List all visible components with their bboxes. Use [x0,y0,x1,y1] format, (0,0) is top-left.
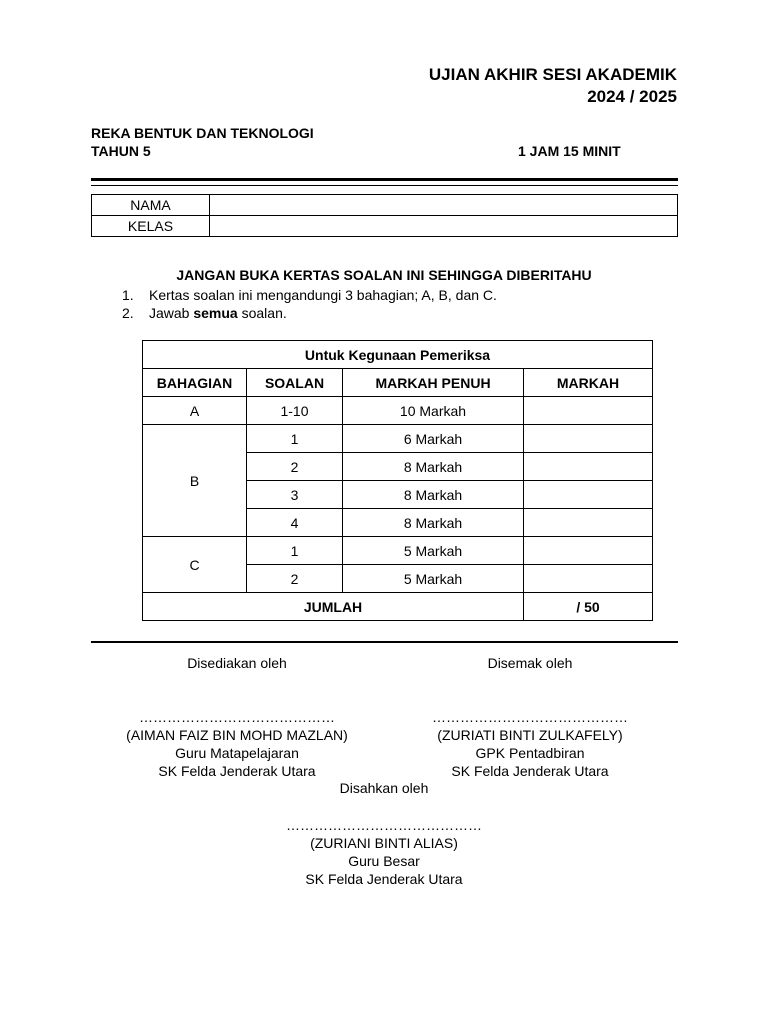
approver-role: Guru Besar [348,853,420,869]
marks-cell[interactable] [524,565,653,593]
marks-cell[interactable] [524,397,653,425]
header-marks: MARKAH [524,369,653,397]
preparer-role: Guru Matapelajaran [175,745,299,761]
approver-name: (ZURIANI BINTI ALIAS) [310,835,458,851]
checker-name: (ZURIATI BINTI ZULKAFELY) [437,727,623,743]
instruction-text [149,304,287,322]
checker-school: SK Felda Jenderak Utara [451,763,609,779]
instruction-item [122,286,497,304]
total-value: / 50 [524,593,653,621]
preparer-name: (AIMAN FAIZ BIN MOHD MAZLAN) [126,727,348,743]
signature-line: …………………………………… [432,709,628,725]
table-row [143,397,653,425]
name-row [92,195,678,216]
class-label: KELAS [92,216,210,237]
question-cell: 3 [247,481,343,509]
marks-cell[interactable] [524,537,653,565]
table-row [143,537,653,565]
name-field[interactable] [210,195,678,216]
section-cell: B [143,425,247,537]
checker-role: GPK Pentadbiran [475,745,585,761]
header-thick-divider [91,178,678,181]
prepared-signature-block [107,708,367,780]
exam-title: UJIAN AKHIR SESI AKADEMIK [428,65,677,84]
approved-by-label: Disahkan oleh [339,780,429,796]
full-marks-cell: 8 Markah [343,481,524,509]
header-question: SOALAN [247,369,343,397]
marks-table-title: Untuk Kegunaan Pemeriksa [143,341,653,369]
question-cell: 1-10 [247,397,343,425]
instruction-number: 2. [122,305,134,321]
grade-label: TAHUN 5 [91,143,151,159]
signature-line: …………………………………… [286,817,482,833]
signature-line: …………………………………… [139,709,335,725]
approver-school: SK Felda Jenderak Utara [305,871,463,887]
question-cell: 4 [247,509,343,537]
instruction-text-before: Jawab [149,305,194,321]
full-marks-cell: 6 Markah [343,425,524,453]
header-full-marks: MARKAH PENUH [343,369,524,397]
checked-by-label: Disemak oleh [487,655,573,671]
total-row [143,593,653,621]
subject-title: REKA BENTUK DAN TEKNOLOGI [91,125,314,141]
exam-year: 2024 / 2025 [587,87,677,106]
full-marks-cell: 8 Markah [343,453,524,481]
total-label: JUMLAH [143,593,524,621]
question-cell: 2 [247,453,343,481]
marks-cell[interactable] [524,425,653,453]
checked-signature-block [400,708,660,780]
exam-duration: 1 JAM 15 MINIT [518,143,621,159]
name-label: NAMA [92,195,210,216]
question-cell: 2 [247,565,343,593]
class-field[interactable] [210,216,678,237]
marks-cell[interactable] [524,453,653,481]
exam-warning: JANGAN BUKA KERTAS SOALAN INI SEHINGGA DIBERITAHU [176,267,592,283]
student-info-table [91,194,678,237]
instruction-emphasis: semua [193,305,238,321]
marks-cell[interactable] [524,481,653,509]
full-marks-cell: 8 Markah [343,509,524,537]
instruction-text-after: soalan. [237,305,287,321]
marks-cell[interactable] [524,509,653,537]
exam-title-block [429,64,677,108]
approved-signature-block [254,816,514,888]
instruction-number: 1. [122,287,134,303]
question-cell: 1 [247,425,343,453]
instruction-item [122,304,497,322]
full-marks-cell: 10 Markah [343,397,524,425]
full-marks-cell: 5 Markah [343,565,524,593]
section-cell: A [143,397,247,425]
prepared-by-label: Disediakan oleh [187,655,287,671]
table-row [143,425,653,453]
section-cell: C [143,537,247,593]
signature-divider [91,641,678,643]
class-row [92,216,678,237]
instruction-text: Kertas soalan ini mengandungi 3 bahagian; A, B, dan C. [149,287,497,303]
subject-block [91,124,314,160]
examiner-marks-table [142,340,653,621]
marks-table-header-row [143,369,653,397]
header-thin-divider [91,185,678,186]
header-section: BAHAGIAN [143,369,247,397]
question-cell: 1 [247,537,343,565]
preparer-school: SK Felda Jenderak Utara [158,763,316,779]
full-marks-cell: 5 Markah [343,537,524,565]
instruction-list [122,286,497,322]
